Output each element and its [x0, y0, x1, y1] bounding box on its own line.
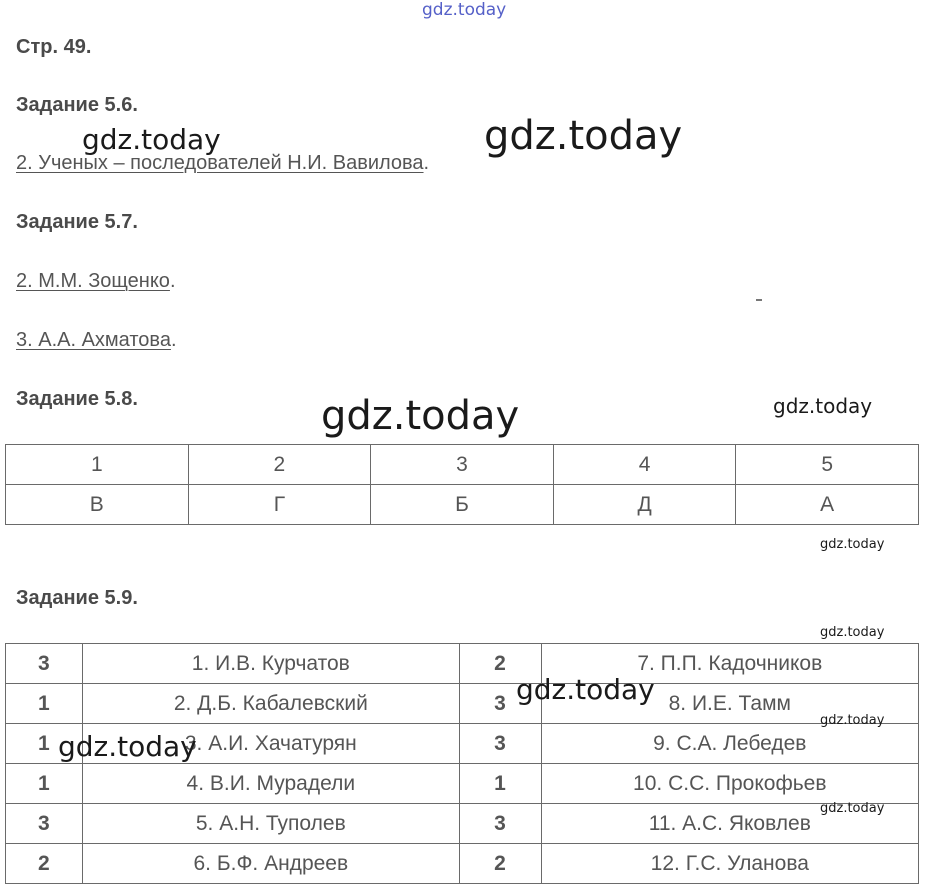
task-5-6-heading: Задание 5.6.: [16, 94, 138, 116]
task-5-7-answer-2-text: 3. А.А. Ахматова: [16, 329, 171, 351]
task-5-7-answer-1-end: .: [169, 270, 176, 292]
watermark: gdz.today: [422, 0, 507, 20]
watermark: gdz.today: [58, 730, 197, 763]
code-cell-left: 1: [6, 764, 83, 804]
name-cell-left: 3. А.И. Хачатурян: [82, 724, 460, 764]
task-5-6-answer-end: .: [423, 152, 430, 174]
name-cell-left: 1. И.В. Курчатов: [82, 644, 460, 684]
table-cell-letter: Б: [371, 485, 554, 525]
watermark: gdz.today: [820, 713, 885, 728]
table-row: [6, 804, 919, 844]
table-row: [6, 644, 919, 684]
watermark: gdz.today: [82, 123, 221, 156]
task-5-6-answer: [16, 152, 429, 175]
stray-mark: [756, 299, 762, 301]
table-cell-letter: А: [736, 485, 919, 525]
task-5-9-table: [5, 643, 919, 884]
task-5-8-table: [5, 444, 919, 525]
code-cell-right: 2: [460, 644, 542, 684]
watermark: gdz.today: [484, 113, 683, 159]
table-row-numbers: [6, 445, 919, 485]
page-label: Стр. 49.: [16, 36, 92, 58]
task-5-9-heading: Задание 5.9.: [16, 587, 138, 609]
watermark: gdz.today: [820, 537, 885, 552]
table-cell-number: 1: [6, 445, 189, 485]
watermark: gdz.today: [516, 673, 655, 706]
task-5-7-answer-2-end: .: [170, 329, 177, 351]
table-row: [6, 764, 919, 804]
task-5-7-answer-2: [16, 329, 177, 352]
table-cell-letter: Д: [553, 485, 736, 525]
table-cell-number: 4: [553, 445, 736, 485]
code-cell-left: 1: [6, 684, 83, 724]
table-row: [6, 844, 919, 884]
code-cell-left: 1: [6, 724, 83, 764]
code-cell-left: 3: [6, 644, 83, 684]
name-cell-right: 11. А.С. Яковлев: [541, 804, 918, 844]
code-cell-right: 3: [460, 724, 542, 764]
table-cell-number: 2: [188, 445, 371, 485]
name-cell-left: 6. Б.Ф. Андреев: [82, 844, 460, 884]
table-row-letters: [6, 485, 919, 525]
code-cell-right: 3: [460, 684, 542, 724]
table-row: [6, 684, 919, 724]
code-cell-right: 1: [460, 764, 542, 804]
name-cell-left: 2. Д.Б. Кабалевский: [82, 684, 460, 724]
task-5-7-answer-1-text: 2. М.М. Зощенко: [16, 270, 170, 292]
name-cell-right: 9. С.А. Лебедев: [541, 724, 918, 764]
code-cell-right: 3: [460, 804, 542, 844]
task-5-7-heading: Задание 5.7.: [16, 211, 138, 233]
table-cell-number: 3: [371, 445, 554, 485]
table-cell-letter: В: [6, 485, 189, 525]
name-cell-left: 5. А.Н. Туполев: [82, 804, 460, 844]
task-5-7-answer-1: [16, 270, 176, 293]
name-cell-right: 12. Г.С. Уланова: [541, 844, 918, 884]
watermark: gdz.today: [321, 393, 520, 439]
code-cell-right: 2: [460, 844, 542, 884]
watermark: gdz.today: [820, 801, 885, 816]
name-cell-right: 10. С.С. Прокофьев: [541, 764, 918, 804]
name-cell-right: 7. П.П. Кадочников: [541, 644, 918, 684]
task-5-6-answer-text: 2. Ученых – последователей Н.И. Вавилова: [16, 152, 424, 174]
table-cell-letter: Г: [188, 485, 371, 525]
task-5-8-heading: Задание 5.8.: [16, 388, 138, 410]
watermark: gdz.today: [773, 394, 873, 418]
table-cell-number: 5: [736, 445, 919, 485]
name-cell-left: 4. В.И. Мурадели: [82, 764, 460, 804]
code-cell-left: 2: [6, 844, 83, 884]
watermark: gdz.today: [820, 625, 885, 640]
code-cell-left: 3: [6, 804, 83, 844]
name-cell-right: 8. И.Е. Тамм: [541, 684, 918, 724]
